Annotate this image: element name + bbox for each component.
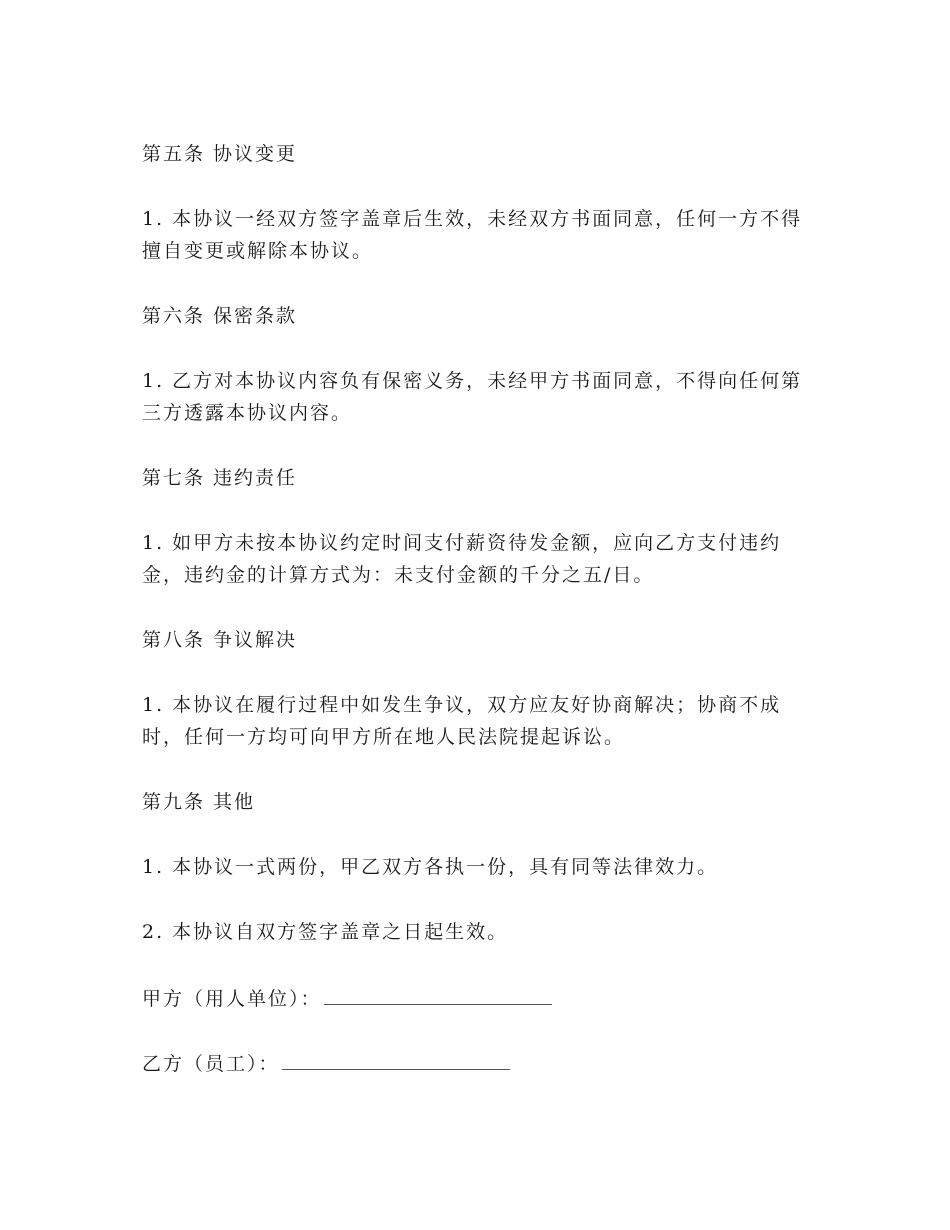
section-7-item-1: 1. 如甲方未按本协议约定时间支付薪资待发金额，应向乙方支付违约金，违约金的计算方式为：未支付金额的千分之五/日。 <box>142 532 782 586</box>
section-6-item-1: 1. 乙方对本协议内容负有保密义务，未经甲方书面同意，不得向任何第三方透露本协议内容。 <box>142 370 803 424</box>
section-heading-8: 第八条 争议解决 <box>142 629 298 651</box>
party-a-label: 甲方（用人单位）： <box>142 988 322 1010</box>
section-9-item-2: 2. 本协议自双方签字盖章之日起生效。 <box>142 921 509 943</box>
section-heading-9: 第九条 其他 <box>142 791 256 813</box>
party-b-signature-line[interactable] <box>282 1051 510 1070</box>
section-heading-5: 第五条 协议变更 <box>142 143 298 165</box>
party-a-signature-line[interactable] <box>324 986 552 1005</box>
party-a-signature <box>142 983 812 1015</box>
section-5-item-1: 1. 本协议一经双方签字盖章后生效，未经双方书面同意，任何一方不得擅自变更或解除本协议。 <box>142 208 803 262</box>
party-b-label: 乙方（员工）： <box>142 1053 280 1075</box>
section-9-item-1: 1. 本协议一式两份，甲乙双方各执一份，具有同等法律效力。 <box>142 856 719 878</box>
party-b-signature <box>142 1048 812 1080</box>
section-heading-6: 第六条 保密条款 <box>142 305 298 327</box>
section-heading-7: 第七条 违约责任 <box>142 467 298 489</box>
section-8-item-1: 1. 本协议在履行过程中如发生争议，双方应友好协商解决；协商不成时，任何一方均可向甲方所在地人民法院提起诉讼。 <box>142 694 782 748</box>
